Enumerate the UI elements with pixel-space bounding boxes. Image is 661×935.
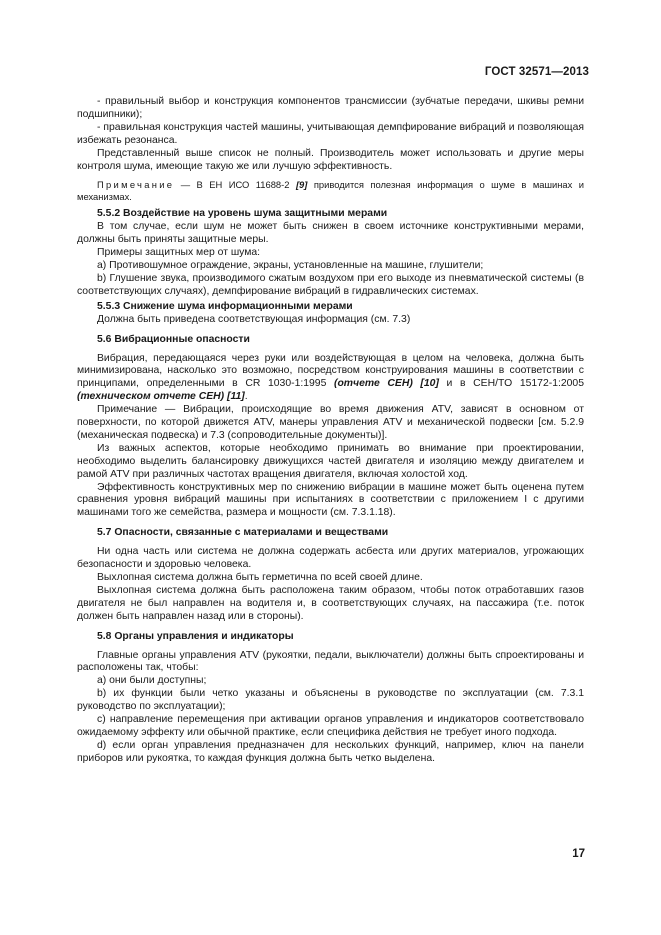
reference: (техническом отчете СЕН) [11] (77, 391, 245, 403)
section-heading-5-6: 5.6 Вибрационные опасности (97, 333, 250, 345)
list-item: а) они были доступны; (97, 675, 207, 687)
standard-code: ГОСТ 32571—2013 (484, 66, 589, 78)
section-heading-5-5-2: 5.5.2 Воздействие на уровень шума защитными мерами (97, 208, 388, 220)
reference: (отчете СЕН) [10] (333, 378, 439, 390)
section-heading-5-8: 5.8 Органы управления и индикаторы (97, 630, 294, 642)
note-paragraph (77, 179, 584, 202)
paragraph: - правильный выбор и конструкция компонентов трансмиссии (зубчатые передачи, шкивы ремни подшипники); (77, 96, 584, 120)
paragraph: - правильная конструкция частей машины, учитывающая демпфирование вибраций и позволяющая избежать резонанса. (77, 121, 584, 146)
reference: [9] (295, 179, 308, 191)
paragraph: Ни одна часть или система не должна содержать асбеста или других материалов, угрожающих безопасности и здоровью человека. (77, 546, 584, 571)
list-item: а) Противошумное ограждение, экраны, установленные на машине, глушители; (97, 260, 484, 272)
list-item: d) если орган управления предназначен для нескольких функций, например, ключ на панели приборов или рукоятка, то каждая функция должна быть четко выделена. (77, 739, 584, 764)
paragraph: Из важных аспектов, которые необходимо принимать во внимание при проектировании, необходимо выделить балансировку движущихся частей двигателя и изоляцию между двигателем и рамой ATV при различных частотах вращения двигателя, включая холостой ход. (77, 442, 584, 480)
page-body (77, 96, 584, 766)
text: и в CEH/TO 15172-1:2005 (438, 378, 584, 390)
paragraph: В том случае, если шум не может быть снижен в своем источнике конструктивными мерами, должны быть приняты защитные меры. (77, 221, 584, 246)
list-item: b) их функции были четко указаны и объяснены в руководстве по эксплуатации (см. 7.3.1 руководство по эксплуатации); (77, 688, 584, 713)
list-item: b) Глушение звука, производимого сжатым воздухом при его выходе из пневматической системы (в соответствующих случаях), демпфирование вибраций в гидравлических системах. (77, 272, 584, 297)
paragraph: Главные органы управления ATV (рукоятки, педали, выключатели) должны быть спроектированы и расположены так, чтобы: (77, 649, 584, 674)
paragraph: Выхлопная система должна быть герметична по всей своей длине. (97, 572, 423, 583)
paragraph (77, 353, 584, 405)
section-heading-5-5-3: 5.5.3 Снижение шума информационными мерами (97, 300, 353, 312)
paragraph: Выхлопная система должна быть расположена таким образом, чтобы поток отработавших газов двигателя не был направлен на водителя и, в соответствующих случаях, на пассажира (т.е. поток должен быть направлен назад или в стороны). (77, 584, 584, 622)
paragraph: Представленный выше список не полный. Производитель может использовать и другие меры контроля шума, имеющие такую же или лучшую эффективность. (77, 147, 584, 172)
paragraph: Эффективность конструктивных мер по снижению вибрации в машине может быть оценена путем сравнения уровня вибраций машины при испытаниях в соответствии с приложением I с другими машинами того же семейства, размера и мощности (см. 7.3.1.18). (77, 481, 584, 519)
text: . (244, 391, 248, 403)
paragraph: Примеры защитных мер от шума: (97, 247, 261, 259)
page-number: 17 (572, 848, 585, 860)
note-text: — В ЕН ИСО 11688-2 (174, 179, 296, 191)
text: Вибрация, передающаяся через руки или воздействующая в целом на человека, должна быть минимизирована, насколько это возможно, посредством конструирования машины в соответствии с принципами, определенными в CR 1030-1:1995 (77, 352, 584, 390)
note-label: Примечание (97, 179, 175, 191)
paragraph: Должна быть приведена соответствующая информация (см. 7.3) (97, 313, 411, 325)
paragraph: Примечание — Вибрации, происходящие во время движения ATV, зависят в основном от поверхности, по которой движется ATV, манеры управления ATV и механической подвески [см. 5.2.9 (механическая подвеска) и 7.3 (сопроводительные документы)]. (77, 404, 584, 441)
note-text: приводится полезная информация о шуме в машинах и механизмах. (77, 179, 584, 202)
list-item: c) направление перемещения при активации органов управления и индикаторов соответствовало ожидаемому эффекту или обычной практике, если специфика действия не требует иного подхода. (77, 714, 584, 738)
section-heading-5-7: 5.7 Опасности, связанные с материалами и веществами (97, 527, 389, 539)
